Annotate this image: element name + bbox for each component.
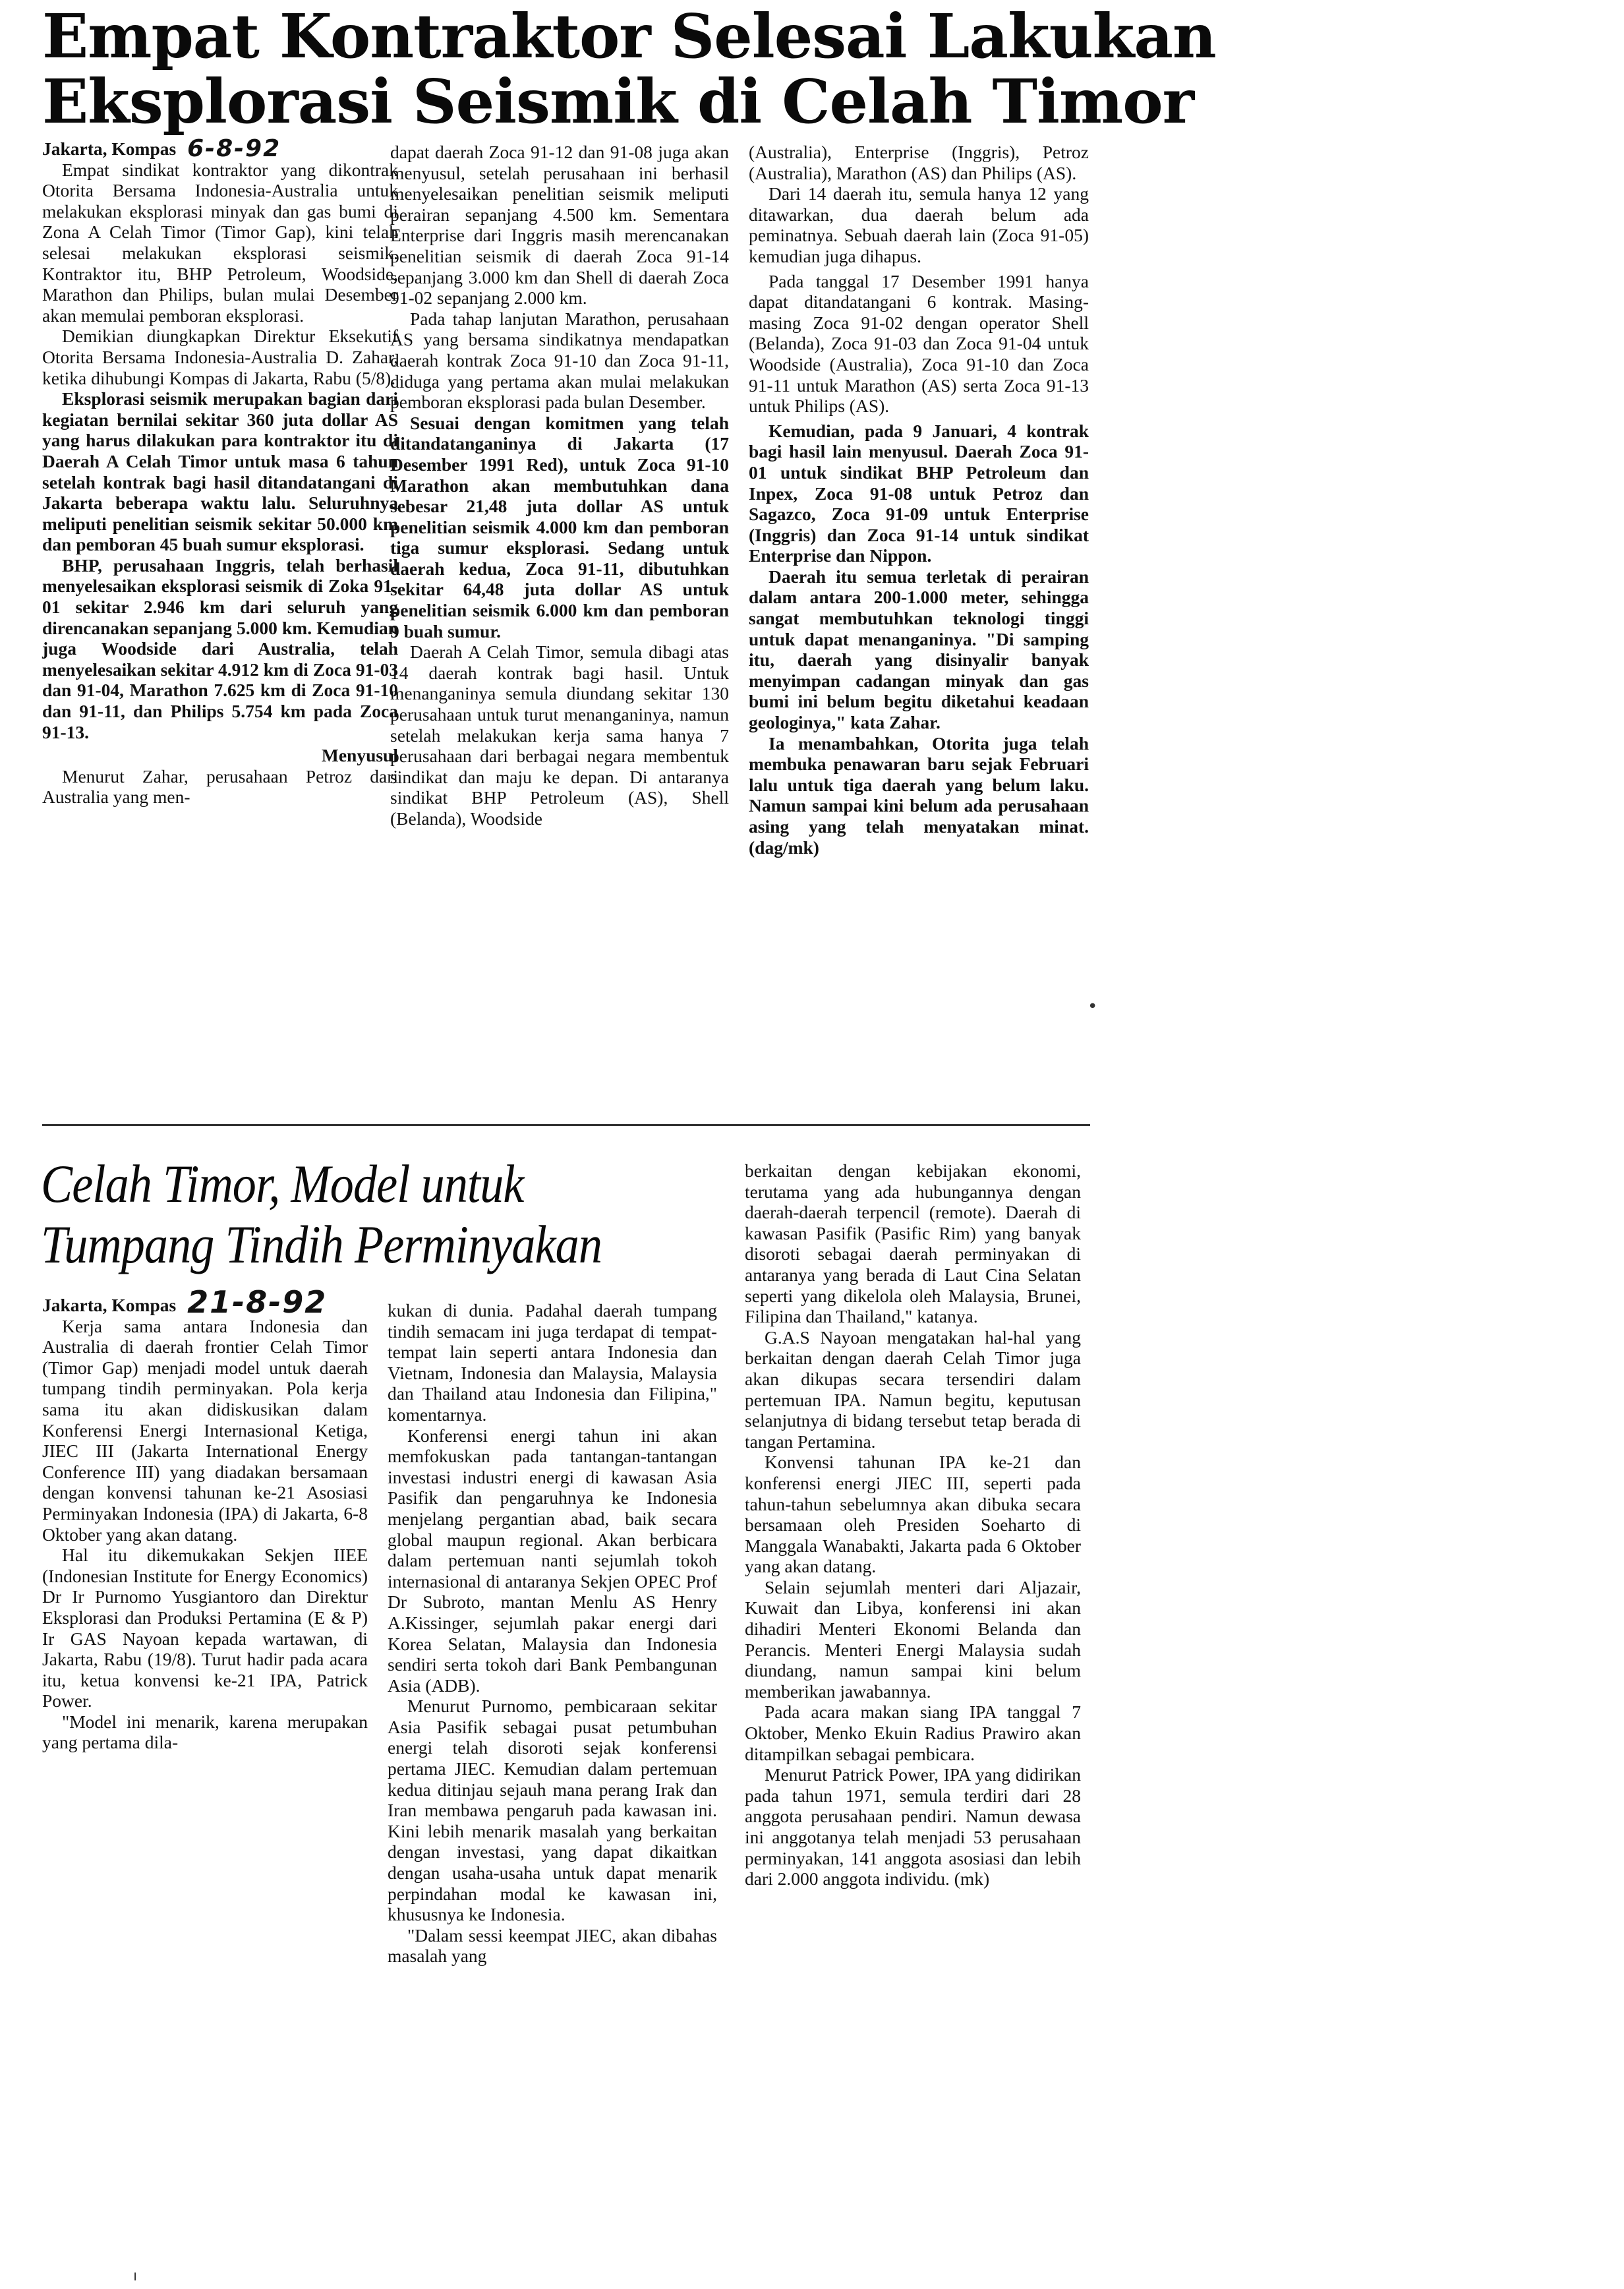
article2-paragraph: Konvensi tahunan IPA ke-21 dan konferensi energi JIEC III, seperti pada tahun-tahun sebelumnya akan dibuka secara bersamaan oleh Presiden Soeharto di Manggala Wanabakti, Jakarta pada 6 Oktober yang akan datang. — [745, 1452, 1081, 1577]
article2-dateline: Jakarta, Kompas — [42, 1295, 177, 1315]
article1-subhead: Menyusul — [321, 745, 398, 766]
article2-handwritten-date: 21-8-92 — [187, 1284, 328, 1320]
article2-column-2 — [388, 1300, 717, 1967]
article1-paragraph: Daerah A Celah Timor, semula dibagi atas 14 daerah kontrak bagi hasil. Untuk menanganinya semula diundang sekitar 130 perusahaan untuk turut menanganinya, namun setelah melakukan kerja sama hanya 7 perusahaan dari berbagai negara membentuk sindikat dan maju ke depan. Di antaranya sindikat BHP Petroleum (AS), Shell (Belanda), Woodside — [390, 641, 729, 829]
article2-paragraph: Konferensi energi tahun ini akan memfokuskan pada tantangan-tantangan investasi industri energi di kawasan Asia Pasifik dan pengaruhnya ke Indonesia menjelang pergantian abad, baik secara global maupun regional. Akan berbicara dalam pertemuan nanti sejumlah tokoh internasional di antaranya Sekjen OPEC Prof Dr Subroto, mantan Menlu AS Henry A.Kissinger, sejumlah pakar energi dari Korea Selatan, Malaysia dan Indonesia sendiri serta tokoh dari Bank Pembangunan Asia (ADB). — [388, 1425, 717, 1696]
article1-paragraph: Eksplorasi seismik merupakan bagian dari kegiatan bernilai sekitar 360 juta dollar AS yang harus dilakukan para kontraktor itu di Daerah A Celah Timor untuk masa 6 tahun setelah kontrak bagi hasil ditandatangani di Jakarta beberapa waktu lalu. Seluruhnya meliputi penelitian seismik sekitar 50.000 km dan pemboran 45 buah sumur eksplorasi. — [42, 388, 398, 555]
article2-column-1 — [42, 1284, 368, 1753]
article2-paragraph: Kerja sama antara Indonesia dan Australia di daerah frontier Celah Timor (Timor Gap) menjadi model untuk daerah tumpang tindih perminyakan. Pola kerja sama itu akan didiskusikan dalam Konferensi Energi Internasional Ketiga, JIEC III (Jakarta International Energy Conference III) yang diadakan bersamaan dengan konvensi tahunan ke-21 Asosiasi Perminyakan Indonesia (IPA) di Jakarta, 6-8 Oktober yang akan datang. — [42, 1315, 368, 1545]
article2-headline-line2: Tumpang Tindih Perminyakan — [41, 1214, 602, 1274]
article2-paragraph: "Model ini menarik, karena merupakan yang pertama dila- — [42, 1711, 368, 1753]
article1-handwritten-date: 6-8-92 — [187, 135, 281, 162]
article1-paragraph: Empat sindikat kontraktor yang dikontrak Otorita Bersama Indonesia-Australia untuk melakukan eksplorasi minyak dan gas bumi di Zona A Celah Timor (Timor Gap), kini telah selesai melakukan eksplorasi seismik. Kontraktor itu, BHP Petroleum, Woodside, Marathon dan Philips, bulan mulai Desember akan memulai pemboran eksplorasi. — [42, 159, 398, 326]
stray-tick-mark: ı — [133, 2268, 138, 2284]
article1-paragraph: (Australia), Enterprise (Inggris), Petroz (Australia), Marathon (AS) dan Philips (AS). — [749, 142, 1089, 183]
article1-headline — [42, 1, 1216, 138]
article1-paragraph: Menurut Zahar, perusahaan Petroz dari Australia yang men- — [42, 765, 398, 808]
article1-column-1 — [42, 135, 398, 808]
article2-paragraph: Selain sejumlah menteri dari Aljazair, Kuwait dan Libya, konferensi ini akan dihadiri Menteri Ekonomi Belanda dan Perancis. Menteri Energi Malaysia sudah diundang, namun sampai kini belum memberikan jawabannya. — [745, 1576, 1081, 1702]
article1-paragraph: dapat daerah Zoca 91-12 dan 91-08 juga akan menyusul, setelah perusahaan ini berhasil menyelesaikan penelitian seismik meliputi perairan sepanjang 4.500 km. Sementara Enterprise dari Inggris masih merencanakan penelitian seismik di daerah Zoca 91-14 sepanjang 3.000 km dan Shell di daerah Zoca 91-02 sepanjang 2.000 km. — [390, 142, 729, 309]
article1-paragraph: BHP, perusahaan Inggris, telah berhasil menyelesaikan eksplorasi seismik di Zoka 91-01 sekitar 2.946 km dari seluruh yang direncanakan sepanjang 5.000 km. Kemudian juga Woodside dari Australia, telah menyelesaikan sekitar 4.912 km di Zoca 91-03 dan 91-04, Marathon 7.625 km di Zoca 91-10 dan 91-11, dan Philips 5.754 km pada Zoca 91-13. — [42, 554, 398, 742]
stray-bullet-mark: • — [1088, 997, 1098, 1017]
article1-paragraph: Dari 14 daerah itu, semula hanya 12 yang ditawarkan, dua daerah belum ada peminatnya. Sebuah daerah lain (Zoca 91-05) kemudian juga dihapus. — [749, 183, 1089, 266]
article1-paragraph: Pada tanggal 17 Desember 1991 hanya dapat ditandatangani 6 kontrak. Masing-masing Zoca 91-02 dengan operator Shell (Belanda), Zoca 91-03 dan Zoca 91-04 untuk Woodside (Australia), Zoca 91-10 dan Zoca 91-11 untuk Marathon (AS) serta Zoca 91-13 untuk Philips (AS). — [749, 270, 1089, 417]
article2-paragraph: Menurut Patrick Power, IPA yang didirikan pada tahun 1971, semula terdiri dari 28 anggota perusahaan pendiri. Namun dewasa ini anggotanya telah menjadi 53 perusahaan perminyakan, 141 anggota asosiasi dan lebih dari 2.000 anggota individu. (mk) — [745, 1764, 1081, 1889]
article1-headline-line2: Eksplorasi Seismik di Celah Timor — [42, 66, 1194, 138]
article2-paragraph: Menurut Purnomo, pembicaraan sekitar Asia Pasifik sebagai pusat petumbuhan energi telah disoroti sejak konferensi pertama JIEC. Kemudian dalam pertemuan kedua ditinjau sejauh mana perang Irak dan Iran membawa pengaruh pada kawasan ini. Kini lebih menarik masalah yang berkaitan dengan investasi, yang dapat dikaitkan dengan usaha-usaha untuk dapat menarik perpindahan modal ke kawasan ini, khususnya ke Indonesia. — [388, 1696, 717, 1925]
article2-headline — [41, 1154, 673, 1275]
article2-column-3 — [745, 1160, 1081, 1889]
article-divider-rule — [42, 1124, 1090, 1126]
article2-paragraph: berkaitan dengan kebijakan ekonomi, terutama yang ada hubungannya dengan daerah-daerah terpencil (remote). Daerah di kawasan Pasifik (Pasific Rim) yang banyak disoroti sebagai daerah perminyakan di antaranya yang berada di Laut Cina Selatan seperti yang dikelola oleh Malaysia, Brunei, Filipina dan Thailand," katanya. — [745, 1160, 1081, 1327]
article1-column-2 — [390, 142, 729, 829]
article2-paragraph: Pada acara makan siang IPA tanggal 7 Oktober, Menko Ekuin Radius Prawiro akan ditampilkan sebagai pembicara. — [745, 1702, 1081, 1764]
article1-paragraph: Demikian diungkapkan Direktur Eksekutif Otorita Bersama Indonesia-Australia D. Zahar, ketika dihubungi Kompas di Jakarta, Rabu (5/8). — [42, 326, 398, 388]
article1-paragraph: Kemudian, pada 9 Januari, 4 kontrak bagi hasil lain menyusul. Daerah Zoca 91-01 untuk sindikat BHP Petroleum dan Inpex, Zoca 91-08 untuk Petroz dan Sagazco, Zoca 91-09 untuk Enterprise (Inggris) dan Zoca 91-14 untuk sindikat Enterprise dan Nippon. — [749, 420, 1089, 566]
article1-paragraph: Sesuai dengan komitmen yang telah ditandatanganinya di Jakarta (17 Desember 1991 Red), untuk Zoca 91-10 Marathon akan membutuhkan dana sebesar 21,48 juta dollar AS untuk penelitian seismik 4.000 km dan pemboran tiga sumur eksplorasi. Sedang untuk daerah kedua, Zoca 91-11, dibutuhkan sekitar 64,48 juta dollar AS untuk penelitian seismik 6.000 km dan pemboran 9 buah sumur. — [390, 412, 729, 641]
article2-headline-line1: Celah Timor, Model untuk — [41, 1154, 524, 1214]
article1-headline-line1: Empat Kontraktor Selesai Lakukan — [42, 1, 1216, 72]
article1-paragraph: Daerah itu semua terletak di perairan dalam antara 200-1.000 meter, sehingga sangat membutuhkan teknologi tinggi untuk dapat menanganinya. "Di samping itu, daerah yang disinyalir banyak menyimpan cadangan minyak dan gas bumi ini belum begitu diketahui keadaan geologinya," kata Zahar. — [749, 566, 1089, 733]
article1-paragraph: Pada tahap lanjutan Marathon, perusahaan AS yang bersama sindikatnya mendapatkan daerah kontrak Zoca 91-10 dan Zoca 91-11, diduga yang pertama akan mulai melakukan pemboran eksplorasi pada bulan Desember. — [390, 308, 729, 413]
article2-paragraph: G.A.S Nayoan mengatakan hal-hal yang berkaitan dengan daerah Celah Timor juga akan dikupas secara tersendiri dalam pertemuan IPA. Namun begitu, keputusan selanjutnya di bidang tersebut tetap berada di tangan Pertamina. — [745, 1326, 1081, 1452]
article1-dateline: Jakarta, Kompas — [42, 138, 177, 159]
article2-paragraph: Hal itu dikemukakan Sekjen IIEE (Indonesian Institute for Energy Economics) Dr Ir Purnomo Yusgiantoro dan Direktur Eksplorasi dan Produksi Pertamina (E & P) Ir GAS Nayoan kepada wartawan, di Jakarta, Rabu (19/8). Turut hadir pada acara itu, ketua konvensi ke-21 IPA, Patrick Power. — [42, 1545, 368, 1711]
article1-column-3 — [749, 142, 1089, 858]
article2-paragraph: kukan di dunia. Padahal daerah tumpang tindih semacam ini juga terdapat di tempat-tempat lain seperti antara Indonesia dan Vietnam, Indonesia dan Malaysia, Malaysia dan Thailand atau Indonesia dan Filipina," komentarnya. — [388, 1300, 717, 1425]
article1-paragraph: Ia menambahkan, Otorita juga telah membuka penawaran baru sejak Februari lalu untuk tiga daerah yang belum laku. Namun sampai kini belum ada perusahaan asing yang telah menyatakan minat. (dag/mk) — [749, 732, 1089, 858]
article2-paragraph: "Dalam sessi keempat JIEC, akan dibahas masalah yang — [388, 1924, 717, 1967]
